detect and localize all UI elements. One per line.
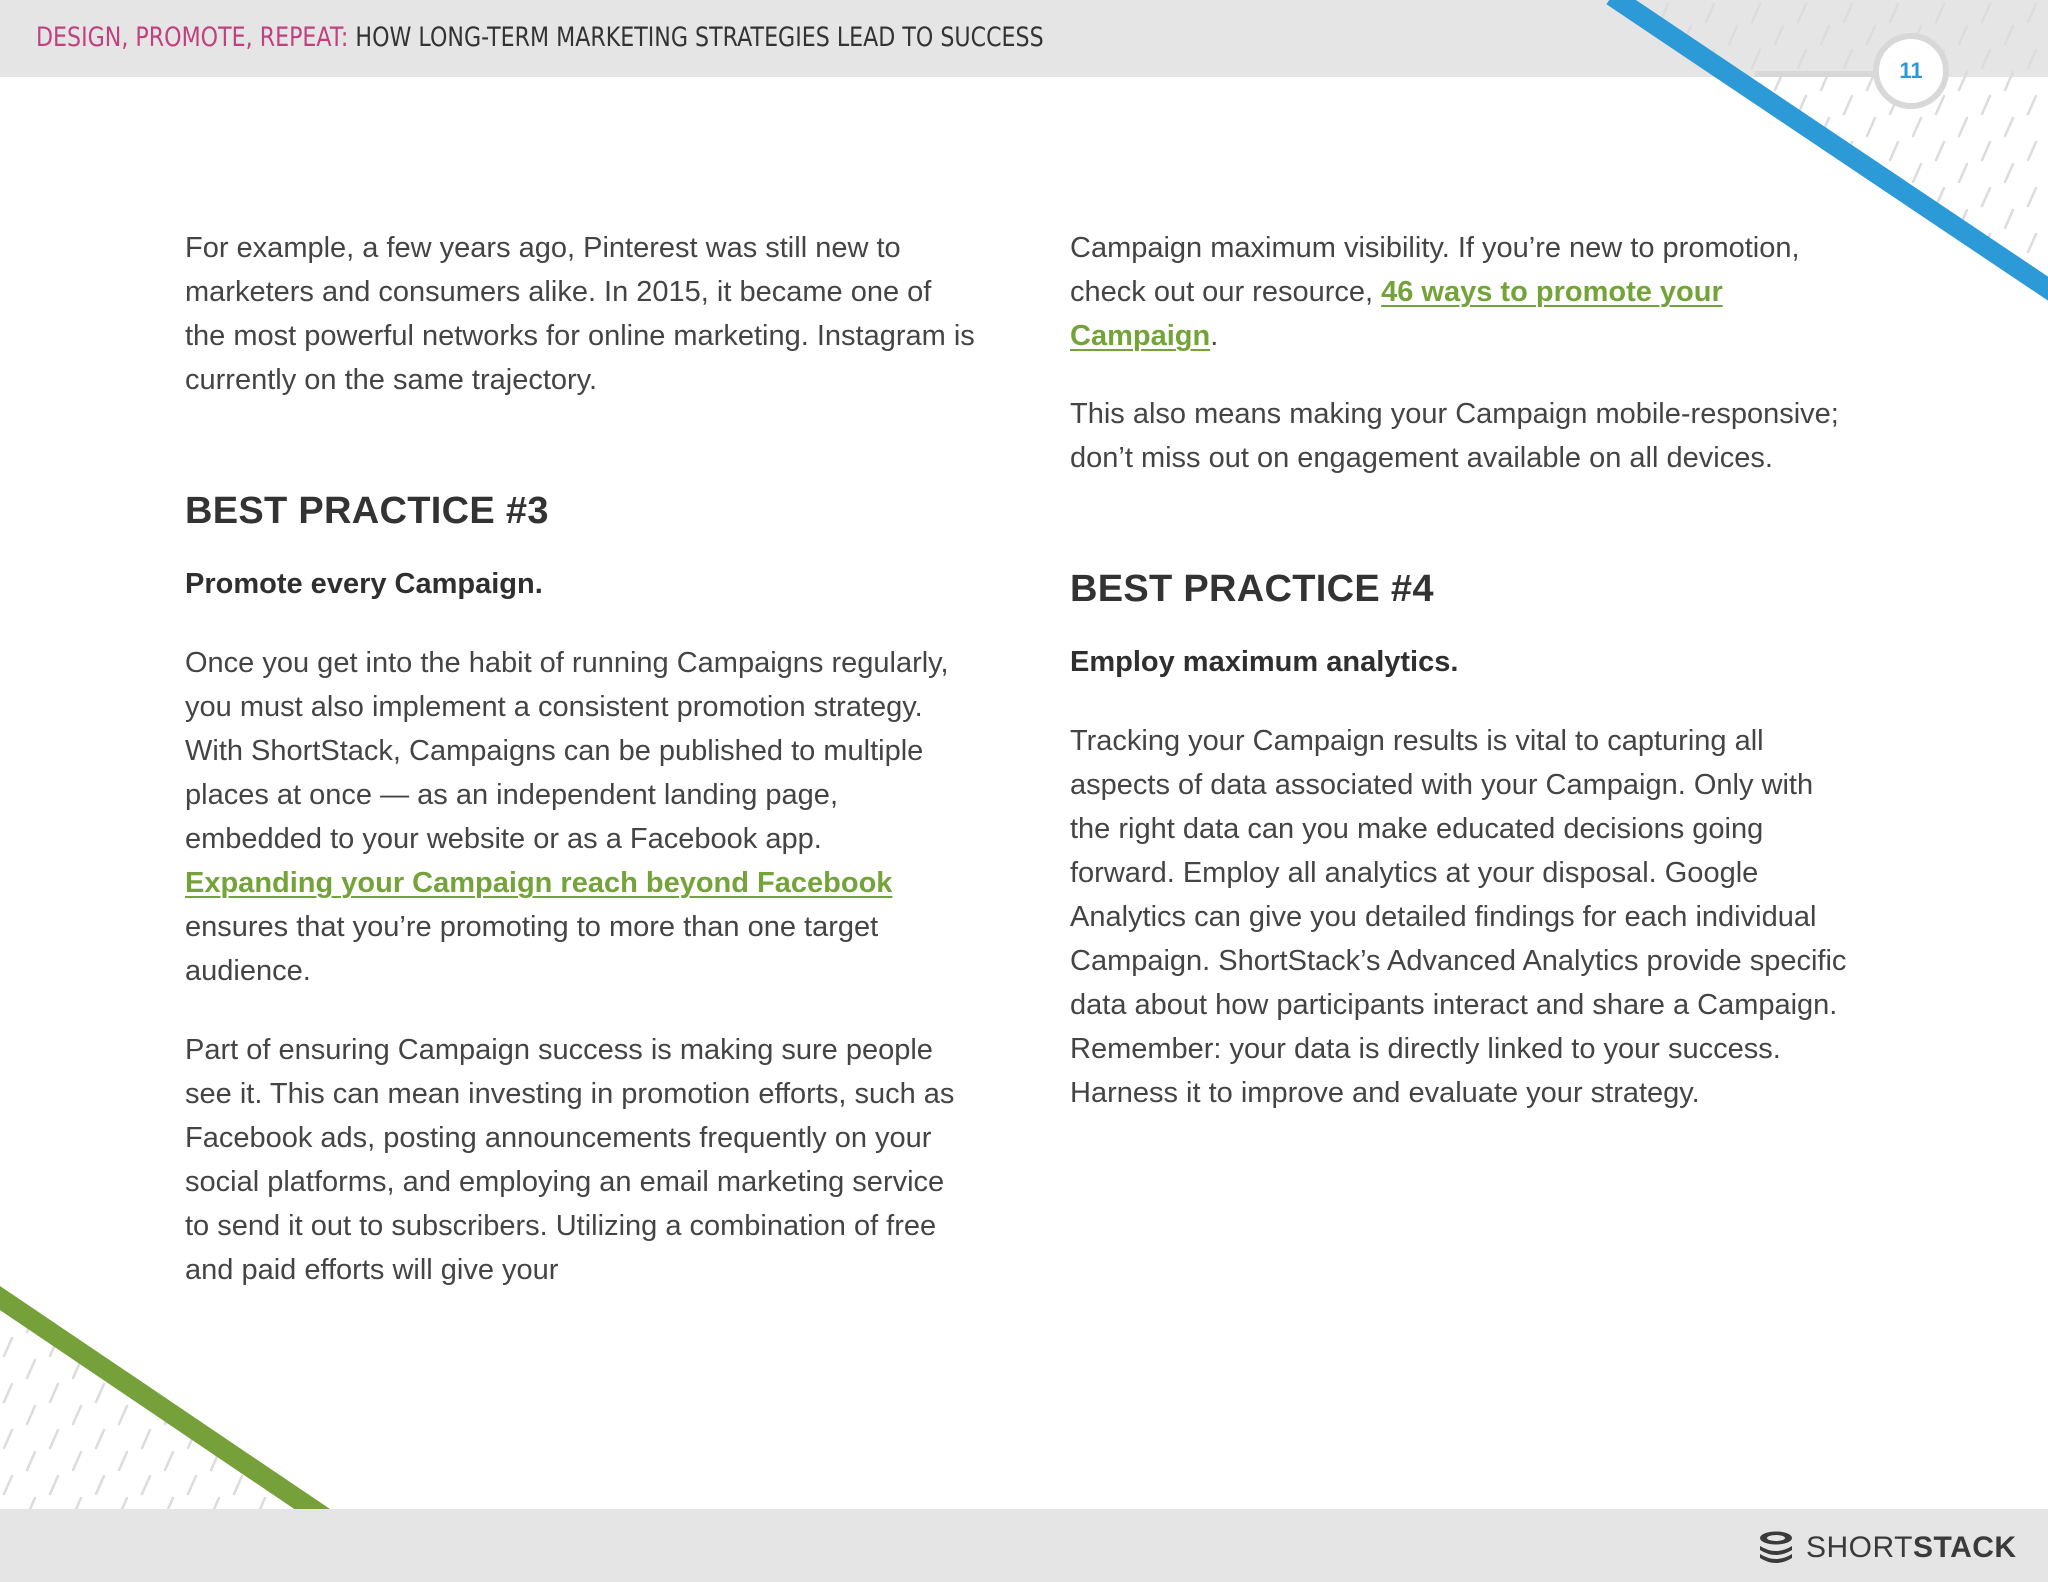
continued-text: Campaign maximum visibility. If you’re new to promotion, check out our resource, [1070, 232, 1800, 308]
continued-paragraph [1070, 226, 1860, 358]
right-column [1070, 226, 1860, 1150]
best-practice-4-paragraph: Tracking your Campaign results is vital to capturing all aspects of data associated with your Campaign. Only with the right data can you make educated decisions going forward. Employ all analytics at your disposal. Google Analytics can give you detailed findings for each individual Campaign. ShortStack’s Advanced Analytics provide specific data about how participants interact and share a Campaign. Remember: your data is directly linked to your success. Harness it to improve and evaluate your strategy. [1070, 725, 1847, 1109]
header-title-rest: HOW LONG-TERM MARKETING STRATEGIES LEAD TO SUCCESS [348, 22, 1044, 53]
page-number-badge: 11 [1873, 33, 1949, 109]
mobile-responsive-paragraph: This also means making your Campaign mobile-responsive; don’t miss out on engagement available on all devices. [1070, 398, 1839, 474]
footer-bar [0, 1509, 2048, 1582]
left-column [185, 226, 975, 1327]
paragraph-text-after-link: ensures that you’re promoting to more than one target audience. [185, 911, 879, 987]
header-title-accent: DESIGN, PROMOTE, REPEAT: [36, 22, 349, 53]
promote-campaign-link[interactable]: 46 ways to promote your Campaign [1070, 276, 1723, 352]
best-practice-3-heading: BEST PRACTICE #3 [185, 490, 549, 532]
best-practice-3-paragraph-1 [185, 641, 975, 993]
logo-wordmark [1806, 1531, 2017, 1565]
best-practice-3-paragraph-2: Part of ensuring Campaign success is making sure people see it. This can mean investing in promotion efforts, such as Facebook ads, posting announcements frequently on your social platforms, and employing an email marketing service to send it out to subscribers. Utilizing a combination of free and paid efforts will give your [185, 1034, 955, 1286]
best-practice-3-subheading: Promote every Campaign. [185, 568, 543, 600]
best-practice-4-subheading: Employ maximum analytics. [1070, 646, 1459, 678]
intro-paragraph: For example, a few years ago, Pinterest was still new to marketers and consumers alike. In 2015, it became one of the most powerful networks for online marketing. Instagram is currently on the same trajectory. [185, 232, 975, 396]
shortstack-logo [1758, 1526, 2017, 1570]
logo-text-short: SHORT [1806, 1531, 1913, 1564]
paragraph-text: Once you get into the habit of running Campaigns regularly, you must also implement a consistent promotion strategy. With ShortStack, Campaigns can be published to multiple places at once — as an independent landing page, embedded to your website or as a Facebook app. [185, 647, 949, 855]
logo-text-stack: STACK [1912, 1531, 2017, 1564]
best-practice-4-heading: BEST PRACTICE #4 [1070, 568, 1434, 610]
continued-text-end: . [1210, 320, 1219, 352]
expanding-reach-link[interactable]: Expanding your Campaign reach beyond Facebook [185, 867, 893, 899]
stack-icon [1758, 1529, 1794, 1567]
